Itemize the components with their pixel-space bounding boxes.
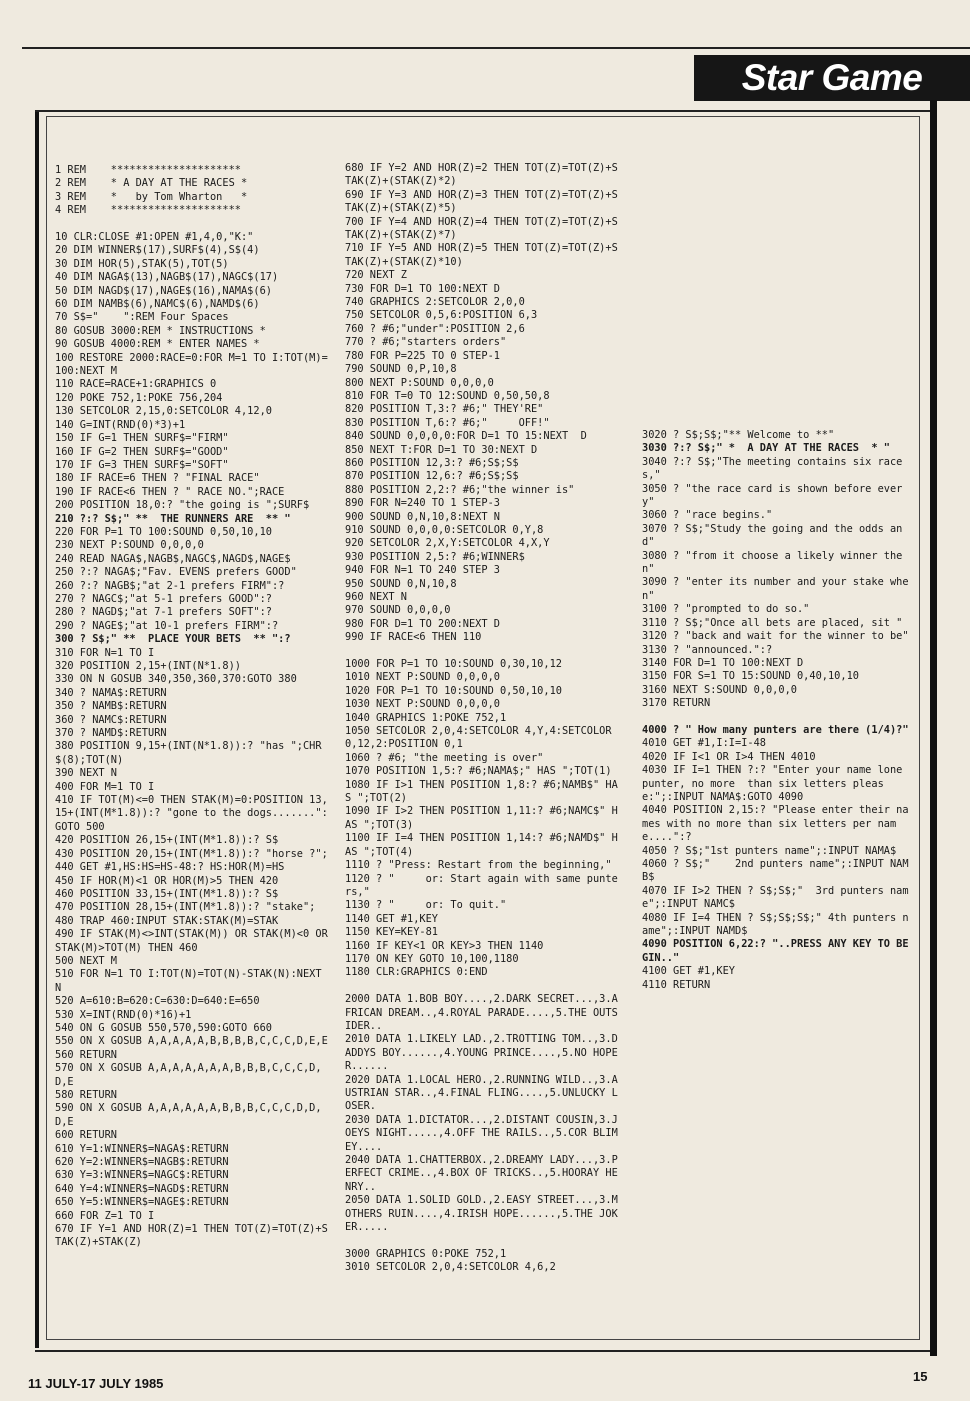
code-line: 2010 DATA 1.LIKELY LAD.,2.TROTTING TOM..,3.DADDYS BOY......,4.YOUNG PRINCE....,5.NO HOPER...... xyxy=(345,1033,618,1073)
code-line: 770 ? #6;"starters orders" xyxy=(345,336,507,349)
code-line: 4050 ? S$;"1st punters name";:INPUT NAMA$ xyxy=(642,844,897,857)
code-line: 4010 GET #1,I:I=I-48 xyxy=(642,737,766,750)
code-line: 3130 ? "announced.":? xyxy=(642,643,773,656)
listing-column-2 xyxy=(345,162,623,1275)
code-line: 960 NEXT N xyxy=(345,591,407,603)
code-line: 3160 NEXT S:SOUND 0,0,0,0 xyxy=(642,683,797,696)
code-line: 150 IF G=1 THEN SURF$="FIRM" xyxy=(55,432,229,445)
listing-gap xyxy=(345,980,623,993)
code-line: 1050 SETCOLOR 2,0,4:SETCOLOR 4,Y,4:SETCOLOR 0,12,2:POSITION 0,1 xyxy=(345,725,618,751)
code-line: 2030 DATA 1.DICTATOR...,2.DISTANT COUSIN,3.JOEYS NIGHT.....,4.OFF THE RAILS..,5.COR BLIMEY.... xyxy=(345,1113,618,1153)
code-line: 1030 NEXT P:SOUND 0,0,0,0 xyxy=(345,698,500,711)
code-line: 80 GOSUB 3000:REM * INSTRUCTIONS * xyxy=(55,324,266,337)
code-line: 1020 FOR P=1 TO 10:SOUND 0,50,10,10 xyxy=(345,684,562,697)
code-line: 3030 ?:? S$;" * A DAY AT THE RACES * " xyxy=(642,442,890,455)
top-rule xyxy=(22,47,970,49)
code-line: 1120 ? " or: Start again with same punters," xyxy=(345,872,618,898)
code-line: 330 ON N GOSUB 340,350,360,370:GOTO 380 xyxy=(55,673,297,686)
code-line: 4100 GET #1,KEY xyxy=(642,965,735,978)
code-line: 1000 FOR P=1 TO 10:SOUND 0,30,10,12 xyxy=(345,658,562,671)
code-line: 1100 IF I=4 THEN POSITION 1,14:? #6;NAMD$" HAS ";TOT(4) xyxy=(345,832,618,858)
listing-gap xyxy=(345,645,623,658)
code-line: 800 NEXT P:SOUND 0,0,0,0 xyxy=(345,376,494,389)
section-title: Star Game xyxy=(694,55,970,101)
code-line: 460 POSITION 33,15+(INT(M*1.8)):? S$ xyxy=(55,887,279,900)
code-line: 420 POSITION 26,15+(INT(M*1.8)):? S$ xyxy=(55,834,279,847)
code-line: 180 IF RACE=6 THEN ? "FINAL RACE" xyxy=(55,472,260,485)
code-line: 110 RACE=RACE+1:GRAPHICS 0 xyxy=(55,378,217,391)
code-line: 910 SOUND 0,0,0,0:SETCOLOR 0,Y,8 xyxy=(345,523,544,536)
code-line: 840 SOUND 0,0,0,0:FOR D=1 TO 15:NEXT D xyxy=(345,430,587,443)
code-line: 690 IF Y=3 AND HOR(Z)=3 THEN TOT(Z)=TOT(Z)+STAK(Z)+(STAK(Z)*5) xyxy=(345,188,618,215)
code-line: 2020 DATA 1.LOCAL HERO.,2.RUNNING WILD..,3.AUSTRIAN STAR..,4.FINAL FLING....,5.UNLUCKY LOSER. xyxy=(345,1073,618,1113)
code-line: 700 IF Y=4 AND HOR(Z)=4 THEN TOT(Z)=TOT(Z)+STAK(Z)+(STAK(Z)*7) xyxy=(345,215,618,242)
code-line: 4030 IF I=1 THEN ?:? "Enter your name lone punter, no more than six letters please:";:INPUT NAMA$:GOTO 4090 xyxy=(642,764,909,803)
code-line: 1010 NEXT P:SOUND 0,0,0,0 xyxy=(345,671,500,684)
code-line: 1090 IF I>2 THEN POSITION 1,11:? #6;NAMC$" HAS ";TOT(3) xyxy=(345,805,618,831)
code-line: 3040 ?:? S$;"The meeting contains six races," xyxy=(642,455,903,482)
listing-gap xyxy=(345,1234,623,1247)
page-number: 15 xyxy=(913,1369,928,1384)
code-line: 3140 FOR D=1 TO 100:NEXT D xyxy=(642,656,804,669)
code-line: 2 REM * A DAY AT THE RACES * xyxy=(55,177,248,190)
code-line: 170 IF G=3 THEN SURF$="SOFT" xyxy=(55,458,229,471)
code-line: 360 ? NAMC$:RETURN xyxy=(55,713,167,726)
code-line: 930 POSITION 2,5:? #6;WINNER$ xyxy=(345,550,525,563)
code-line: 590 ON X GOSUB A,A,A,A,A,A,B,B,B,C,C,C,D,D,D,E xyxy=(55,1102,322,1128)
code-line: 4040 POSITION 2,15:? "Please enter their names with no more than six letters per name....":? xyxy=(642,804,909,844)
code-line: 1110 ? "Press: Restart from the beginning," xyxy=(345,859,612,872)
code-line: 60 DIM NAMB$(6),NAMC$(6),NAMD$(6) xyxy=(55,298,260,311)
code-line: 300 ? S$;" ** PLACE YOUR BETS ** ":? xyxy=(55,633,291,646)
code-line: 380 POSITION 9,15+(INT(N*1.8)):? "has ";CHR$(8);TOT(N) xyxy=(55,740,322,766)
code-line: 640 Y=4:WINNER$=NAGD$:RETURN xyxy=(55,1182,229,1195)
code-line: 160 IF G=2 THEN SURF$="GOOD" xyxy=(55,445,229,458)
code-line: 240 READ NAGA$,NAGB$,NAGC$,NAGD$,NAGE$ xyxy=(55,552,291,565)
code-line: 1060 ? #6; "the meeting is over" xyxy=(345,751,544,764)
code-line: 430 POSITION 20,15+(INT(M*1.8)):? "horse ?"; xyxy=(55,847,328,860)
code-line: 210 ?:? S$;" ** THE RUNNERS ARE ** " xyxy=(55,512,291,525)
code-line: 4 REM ********************* xyxy=(55,204,241,217)
code-line: 970 SOUND 0,0,0,0 xyxy=(345,604,451,617)
code-line: 120 POKE 752,1:POKE 756,204 xyxy=(55,391,223,404)
code-line: 2050 DATA 1.SOLID GOLD.,2.EASY STREET...,3.MOTHERS RUIN....,4.IRISH HOPE......,5.THE JOKER..... xyxy=(345,1194,618,1234)
code-line: 1150 KEY=KEY-81 xyxy=(345,926,438,939)
code-line: 290 ? NAGE$;"at 10-1 prefers FIRM":? xyxy=(55,619,279,632)
code-line: 270 ? NAGC$;"at 5-1 prefers GOOD":? xyxy=(55,592,272,605)
listing-column-1 xyxy=(55,164,334,1250)
code-line: 130 SETCOLOR 2,15,0:SETCOLOR 4,12,0 xyxy=(55,405,272,418)
code-line: 350 ? NAMB$:RETURN xyxy=(55,700,167,713)
code-line: 900 SOUND 0,N,10,8:NEXT N xyxy=(345,510,500,523)
code-line: 4060 ? S$;" 2nd punters name";:INPUT NAMB$ xyxy=(642,857,909,884)
code-line: 790 SOUND 0,P,10,8 xyxy=(345,363,457,376)
code-line: 920 SETCOLOR 2,X,Y:SETCOLOR 4,X,Y xyxy=(345,537,550,550)
code-line: 570 ON X GOSUB A,A,A,A,A,A,A,B,B,B,C,C,C,D,D,E xyxy=(55,1062,322,1088)
code-line: 520 A=610:B=620:C=630:D=640:E=650 xyxy=(55,995,260,1008)
code-line: 490 IF STAK(M)<>INT(STAK(M)) OR STAK(M)<0 OR STAK(M)>TOT(M) THEN 460 xyxy=(55,928,334,954)
code-line: 3090 ? "enter its number and your stake when" xyxy=(642,576,909,602)
code-line: 140 G=INT(RND(0)*3)+1 xyxy=(55,418,186,431)
code-line: 340 ? NAMA$:RETURN xyxy=(55,686,167,699)
code-line: 710 IF Y=5 AND HOR(Z)=5 THEN TOT(Z)=TOT(Z)+STAK(Z)+(STAK(Z)*10) xyxy=(345,242,618,268)
code-line: 4080 IF I=4 THEN ? S$;S$;S$;" 4th punters name";:INPUT NAMD$ xyxy=(642,911,909,938)
code-line: 100 RESTORE 2000:RACE=0:FOR M=1 TO I:TOT(M)=100:NEXT M xyxy=(55,351,328,378)
code-line: 90 GOSUB 4000:REM * ENTER NAMES * xyxy=(55,338,260,351)
code-line: 620 Y=2:WINNER$=NAGB$:RETURN xyxy=(55,1156,229,1169)
code-line: 280 ? NAGD$;"at 7-1 prefers SOFT":? xyxy=(55,606,272,619)
code-line: 1170 ON KEY GOTO 10,100,1180 xyxy=(345,952,519,965)
code-line: 1140 GET #1,KEY xyxy=(345,912,438,925)
code-line: 3110 ? S$;"Once all bets are placed, sit " xyxy=(642,616,903,629)
frame-left-border xyxy=(35,112,39,1348)
code-line: 760 ? #6;"under":POSITION 2,6 xyxy=(345,322,525,335)
code-line: 3150 FOR S=1 TO 15:SOUND 0,40,10,10 xyxy=(642,670,859,683)
code-line: 980 FOR D=1 TO 200:NEXT D xyxy=(345,617,500,630)
code-line: 410 IF TOT(M)<=0 THEN STAK(M)=0:POSITION 13,15+(INT(M*1.8)):? "gone to the dogs.......":GOTO 500 xyxy=(55,794,328,833)
code-line: 2040 DATA 1.CHATTERBOX.,2.DREAMY LADY...,3.PERFECT CRIME..,4.BOX OF TRICKS..,5.HOORAY HENRY.. xyxy=(345,1154,618,1193)
code-line: 1080 IF I>1 THEN POSITION 1,8:? #6;NAMB$" HAS ";TOT(2) xyxy=(345,778,618,805)
code-line: 940 FOR N=1 TO 240 STEP 3 xyxy=(345,564,500,577)
code-line: 450 IF HOR(M)<1 OR HOR(M)>5 THEN 420 xyxy=(55,874,279,887)
code-line: 4090 POSITION 6,22:? "..PRESS ANY KEY TO BEGIN.." xyxy=(642,938,909,964)
code-line: 40 DIM NAGA$(13),NAGB$(17),NAGC$(17) xyxy=(55,271,279,284)
code-line: 650 Y=5:WINNER$=NAGE$:RETURN xyxy=(55,1196,229,1209)
code-line: 610 Y=1:WINNER$=NAGA$:RETURN xyxy=(55,1142,229,1155)
code-line: 200 POSITION 18,0:? "the going is ";SURF$ xyxy=(55,499,310,512)
code-line: 1180 CLR:GRAPHICS 0:END xyxy=(345,966,488,979)
code-line: 470 POSITION 28,15+(INT(M*1.8)):? "stake"; xyxy=(55,901,316,914)
code-line: 230 NEXT P:SOUND 0,0,0,0 xyxy=(55,539,204,552)
code-line: 10 CLR:CLOSE #1:OPEN #1,4,0,"K:" xyxy=(55,231,254,244)
code-line: 730 FOR D=1 TO 100:NEXT D xyxy=(345,282,500,295)
code-line: 3060 ? "race begins." xyxy=(642,509,773,522)
code-line: 190 IF RACE<6 THEN ? " RACE NO.";RACE xyxy=(55,485,285,498)
code-line: 1160 IF KEY<1 OR KEY>3 THEN 1140 xyxy=(345,939,544,952)
inner-border-bottom xyxy=(46,1339,920,1340)
code-line: 580 RETURN xyxy=(55,1089,117,1102)
code-line: 50 DIM NAGD$(17),NAGE$(16),NAMA$(6) xyxy=(55,284,272,297)
listing-column-3 xyxy=(642,429,914,992)
code-line: 550 ON X GOSUB A,A,A,A,A,B,B,B,B,C,C,C,D,E,E xyxy=(55,1035,328,1048)
code-line: 3170 RETURN xyxy=(642,697,711,710)
code-line: 260 ?:? NAGB$;"at 2-1 prefers FIRM":? xyxy=(55,579,285,592)
code-line: 850 NEXT T:FOR D=1 TO 30:NEXT D xyxy=(345,443,538,456)
code-line: 630 Y=3:WINNER$=NAGC$:RETURN xyxy=(55,1169,229,1182)
code-line: 870 POSITION 12,6:? #6;S$;S$ xyxy=(345,470,519,483)
code-line: 30 DIM HOR(5),STAK(5),TOT(5) xyxy=(55,257,229,270)
code-line: 4070 IF I>2 THEN ? S$;S$;" 3rd punters name";:INPUT NAMC$ xyxy=(642,884,909,911)
code-line: 670 IF Y=1 AND HOR(Z)=1 THEN TOT(Z)=TOT(Z)+STAK(Z)+STAK(Z) xyxy=(55,1223,328,1249)
code-line: 4020 IF I<1 OR I>4 THEN 4010 xyxy=(642,750,816,763)
code-line: 320 POSITION 2,15+(INT(N*1.8)) xyxy=(55,660,241,673)
code-line: 3000 GRAPHICS 0:POKE 752,1 xyxy=(345,1247,507,1260)
code-line: 990 IF RACE<6 THEN 110 xyxy=(345,631,482,644)
code-line: 780 FOR P=225 TO 0 STEP-1 xyxy=(345,349,500,362)
code-line: 560 RETURN xyxy=(55,1048,117,1061)
code-line: 400 FOR M=1 TO I xyxy=(55,780,155,793)
code-line: 830 POSITION T,6:? #6;" OFF!" xyxy=(345,416,550,429)
code-line: 2000 DATA 1.BOB BOY....,2.DARK SECRET...,3.AFRICAN DREAM..,4.ROYAL PARADE....,5.THE OUTSIDER.. xyxy=(345,993,618,1032)
code-line: 1040 GRAPHICS 1:POKE 752,1 xyxy=(345,711,507,724)
code-line: 3070 ? S$;"Study the going and the odds and" xyxy=(642,522,903,549)
code-line: 660 FOR Z=1 TO I xyxy=(55,1209,155,1222)
code-line: 20 DIM WINNER$(17),SURF$(4),S$(4) xyxy=(55,244,260,257)
code-line: 440 GET #1,HS:HS=HS-48:? HS:HOR(M)=HS xyxy=(55,861,285,874)
code-line: 890 FOR N=240 TO 1 STEP-3 xyxy=(345,497,500,510)
code-line: 4000 ? " How many punters are there (1/4)?" xyxy=(642,723,909,736)
code-line: 3100 ? "prompted to do so." xyxy=(642,603,810,616)
code-line: 540 ON G GOSUB 550,570,590:GOTO 660 xyxy=(55,1021,272,1034)
code-line: 530 X=INT(RND(0)*16)+1 xyxy=(55,1008,192,1021)
code-line: 860 POSITION 12,3:? #6;S$;S$ xyxy=(345,456,519,469)
code-line: 680 IF Y=2 AND HOR(Z)=2 THEN TOT(Z)=TOT(Z)+STAK(Z)+(STAK(Z)*2) xyxy=(345,162,618,188)
code-line: 3120 ? "back and wait for the winner to be" xyxy=(642,630,909,643)
code-line: 820 POSITION T,3:? #6;" THEY'RE" xyxy=(345,403,544,416)
code-line: 750 SETCOLOR 0,5,6:POSITION 6,3 xyxy=(345,309,538,322)
code-line: 1070 POSITION 1,5:? #6;NAMA$;" HAS ";TOT(1) xyxy=(345,765,612,778)
inner-border-top xyxy=(46,116,920,117)
code-line: 250 ?:? NAGA$;"Fav. EVENS prefers GOOD" xyxy=(55,566,297,579)
code-line: 3080 ? "from it choose a likely winner then" xyxy=(642,549,903,576)
code-line: 720 NEXT Z xyxy=(345,269,407,282)
inner-border-right xyxy=(919,116,920,1340)
code-line: 220 FOR P=1 TO 100:SOUND 0,50,10,10 xyxy=(55,525,272,538)
listing-gap xyxy=(55,218,331,231)
code-line: 1 REM ********************* xyxy=(55,164,241,176)
code-line: 1130 ? " or: To quit." xyxy=(345,899,507,912)
code-line: 310 FOR N=1 TO I xyxy=(55,646,155,659)
code-line: 390 NEXT N xyxy=(55,767,117,780)
code-line: 480 TRAP 460:INPUT STAK:STAK(M)=STAK xyxy=(55,914,279,927)
code-line: 3010 SETCOLOR 2,0,4:SETCOLOR 4,6,2 xyxy=(345,1261,556,1274)
frame-right-border xyxy=(930,100,937,1356)
code-line: 740 GRAPHICS 2:SETCOLOR 2,0,0 xyxy=(345,296,525,309)
code-line: 4110 RETURN xyxy=(642,978,711,991)
code-line: 810 FOR T=0 TO 12:SOUND 0,50,50,8 xyxy=(345,389,550,402)
issue-date: 11 JULY-17 JULY 1985 xyxy=(28,1376,164,1391)
code-line: 3050 ? "the race card is shown before every" xyxy=(642,482,903,509)
code-line: 370 ? NAMD$:RETURN xyxy=(55,727,167,740)
code-line: 510 FOR N=1 TO I:TOT(N)=TOT(N)-STAK(N):NEXT N xyxy=(55,968,328,994)
code-line: 600 RETURN xyxy=(55,1129,117,1142)
listing-gap xyxy=(642,711,914,724)
code-line: 880 POSITION 2,2:? #6;"the winner is" xyxy=(345,483,575,496)
code-line: 950 SOUND 0,N,10,8 xyxy=(345,577,457,590)
code-line: 500 NEXT M xyxy=(55,954,117,967)
inner-border-left xyxy=(46,116,47,1340)
code-line: 3 REM * by Tom Wharton * xyxy=(55,190,248,203)
code-line: 70 S$=" ":REM Four Spaces xyxy=(55,311,229,324)
code-line: 3020 ? S$;S$;"** Welcome to **" xyxy=(642,429,835,441)
